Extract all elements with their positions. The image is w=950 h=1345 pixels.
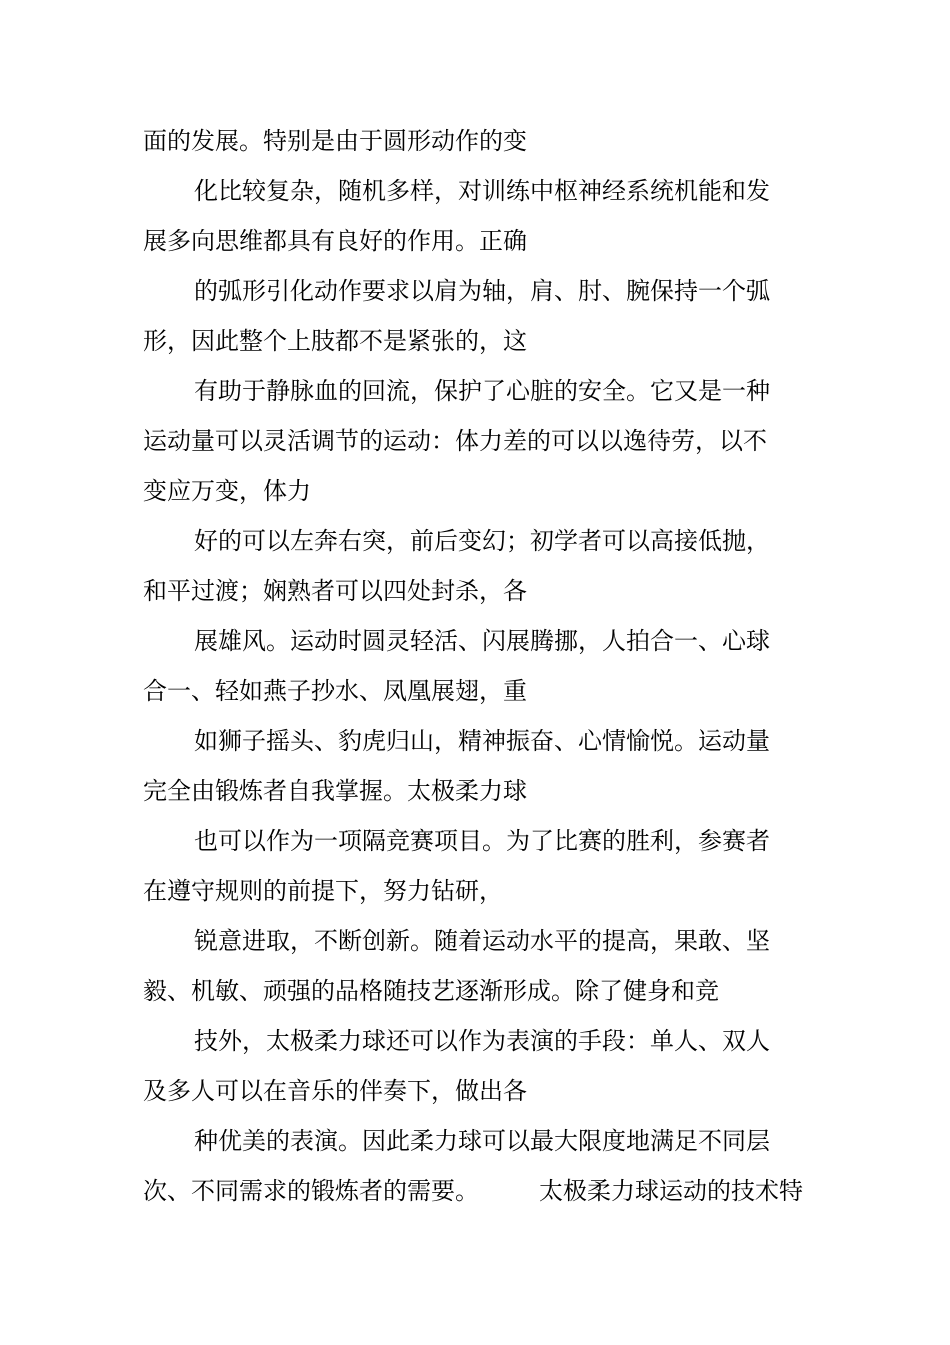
- text-line: 如狮子摇头、豹虎归山，精神振奋、心情愉悦。运动量: [194, 727, 770, 755]
- text-line: 和平过渡；娴熟者可以四处封杀，各: [143, 577, 527, 605]
- text-line: 锐意进取，不断创新。随着运动水平的提高，果敢、坚: [194, 927, 770, 955]
- text-line: 运动量可以灵活调节的运动：体力差的可以以逸待劳，以不: [143, 427, 767, 455]
- text-line: 有助于静脉血的回流，保护了心脏的安全。它又是一种: [194, 377, 770, 405]
- text-line: 毅、机敏、顽强的品格随技艺逐渐形成。除了健身和竞: [143, 977, 719, 1005]
- text-line: 变应万变，体力: [143, 477, 311, 505]
- text-line: 也可以作为一项隔竞赛项目。为了比赛的胜利，参赛者: [194, 827, 770, 855]
- text-line: 及多人可以在音乐的伴奏下，做出各: [143, 1077, 527, 1105]
- text-line: 面的发展。特别是由于圆形动作的变: [143, 127, 527, 155]
- text-line: 的弧形引化动作要求以肩为轴，肩、肘、腕保持一个弧: [194, 277, 770, 305]
- text-line: 在遵守规则的前提下，努力钻研，: [143, 877, 503, 905]
- text-line: 好的可以左奔右突，前后变幻；初学者可以高接低抛，: [194, 527, 770, 555]
- text-line: 形，因此整个上肢都不是紧张的，这: [143, 327, 527, 355]
- text-line: 合一、轻如燕子抄水、凤凰展翅，重: [143, 677, 527, 705]
- text-line: 化比较复杂，随机多样，对训练中枢神经系统机能和发: [194, 177, 770, 205]
- text-line: 完全由锻炼者自我掌握。太极柔力球: [143, 777, 527, 805]
- text-line: 展雄风。运动时圆灵轻活、闪展腾挪，人拍合一、心球: [194, 627, 770, 655]
- text-line: 种优美的表演。因此柔力球可以最大限度地满足不同层: [194, 1127, 770, 1155]
- text-line: 技外，太极柔力球还可以作为表演的手段：单人、双人: [194, 1027, 770, 1055]
- text-line: 展多向思维都具有良好的作用。正确: [143, 227, 527, 255]
- text-line: 次、不同需求的锻炼者的需要。 太极柔力球运动的技术特: [143, 1177, 803, 1205]
